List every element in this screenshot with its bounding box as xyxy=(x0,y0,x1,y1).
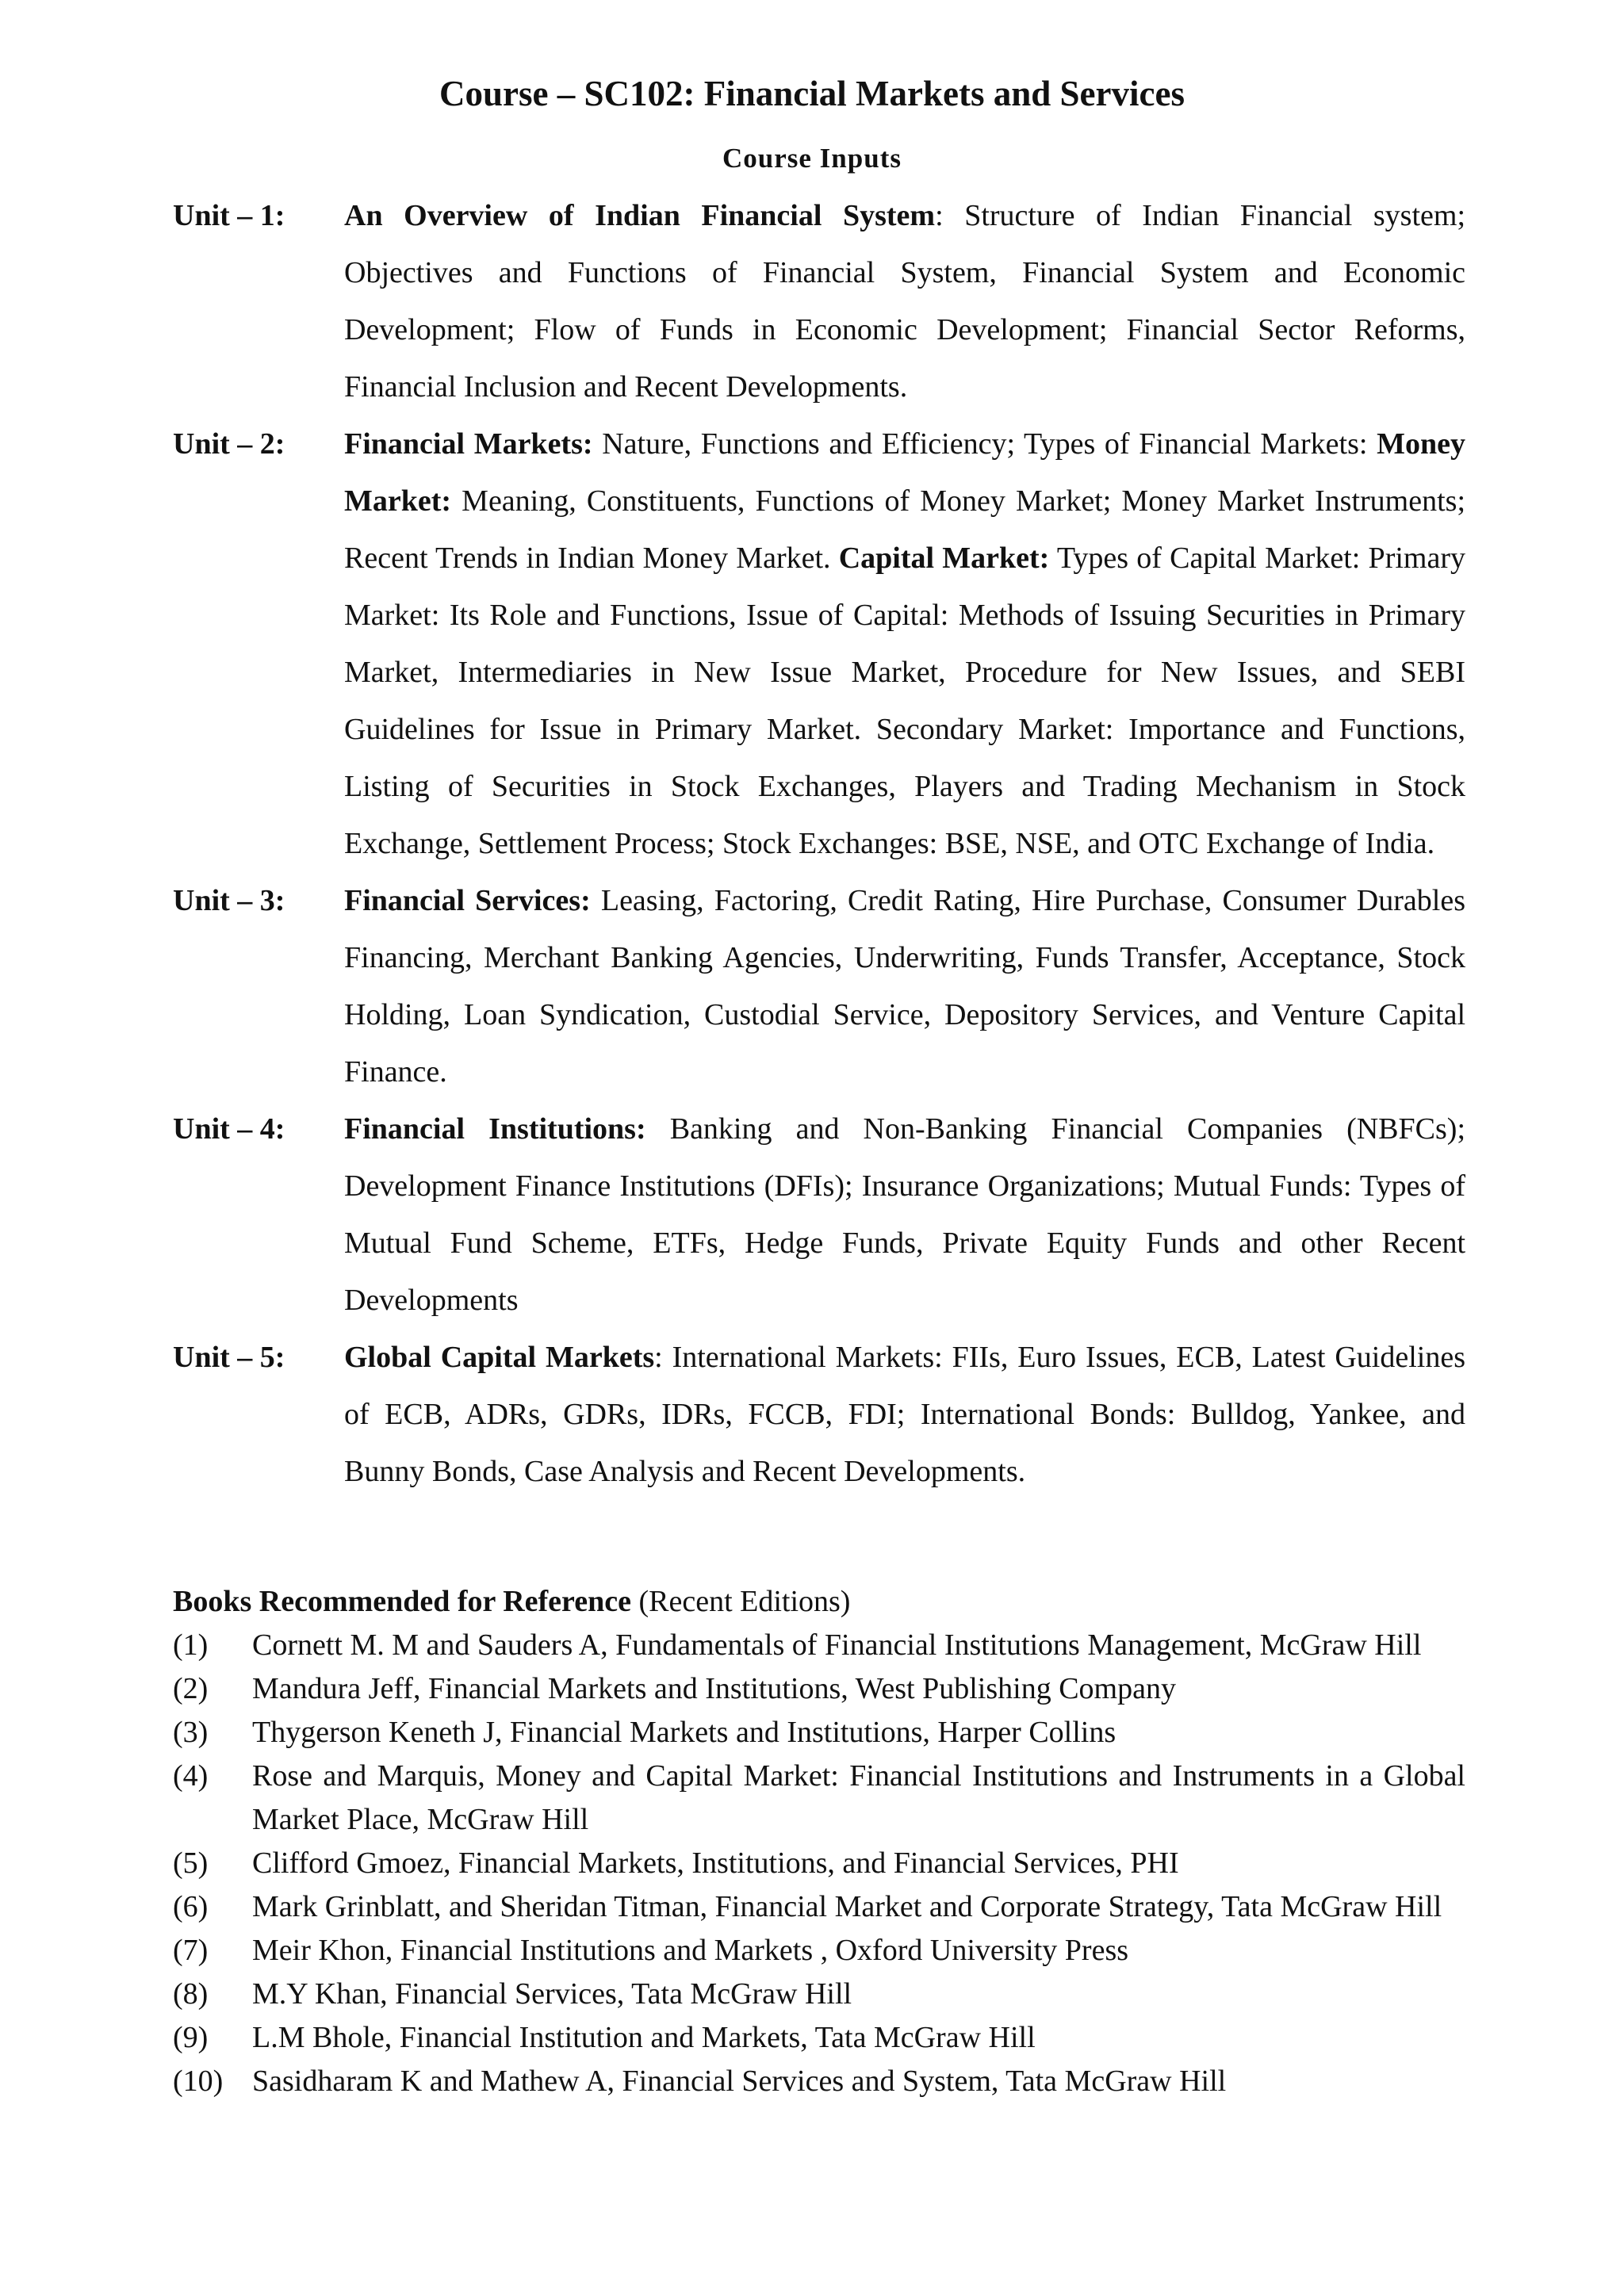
book-text: Thygerson Keneth J, Financial Markets and Institutions, Harper Collins xyxy=(252,1716,1116,1749)
books-heading-note: (Recent Editions) xyxy=(630,1585,851,1618)
book-number: (10) xyxy=(173,2064,224,2098)
unit-topic: Financial Services: xyxy=(344,884,591,917)
unit-body xyxy=(344,872,1465,1100)
course-inputs-heading: Course Inputs xyxy=(722,143,902,174)
unit-label: Unit – 3: xyxy=(173,884,285,917)
unit-body xyxy=(344,415,1465,872)
course-title: Course – SC102: Financial Markets and Services xyxy=(439,74,1185,113)
unit-text: Meaning, Constituents, Functions of Money Market; Money Market Instruments; Recent Trends in Indian Money Market. xyxy=(344,484,1465,575)
unit-text: : Structure of Indian Financial system; Objectives and Functions of Financial System, Financial System and Economic Development; Flow of Funds in Economic Development; Financial Sector Reforms, Financial Inclusion and Recent Developments. xyxy=(344,199,1465,404)
book-text: Clifford Gmoez, Financial Markets, Institutions, and Financial Services, PHI xyxy=(252,1846,1179,1880)
unit-label: Unit – 1: xyxy=(173,199,285,232)
unit-5 xyxy=(0,1329,1624,1500)
unit-4 xyxy=(0,1100,1624,1329)
unit-2 xyxy=(0,415,1624,872)
unit-topic: Financial Institutions: xyxy=(344,1112,646,1146)
book-text: Cornett M. M and Sauders A, Fundamentals of Financial Institutions Management, McGraw Hill xyxy=(252,1628,1422,1662)
book-item xyxy=(0,1624,1624,1667)
book-number: (5) xyxy=(173,1846,209,1880)
book-text: Rose and Marquis, Money and Capital Market: Financial Institutions and Instruments in a Global Market Place, McGraw Hill xyxy=(252,1759,1465,1836)
unit-label: Unit – 5: xyxy=(173,1341,285,1374)
book-number: (8) xyxy=(173,1977,209,2011)
book-item xyxy=(0,1755,1624,1842)
unit-text: Leasing, Factoring, Credit Rating, Hire Purchase, Consumer Durables Financing, Merchant Banking Agencies, Underwriting, Funds Transfer, Acceptance, Stock Holding, Loan Syndication, Custodial Service, Depository Services, and Venture Capital Finance. xyxy=(344,884,1465,1089)
book-text: Sasidharam K and Mathew A, Financial Services and System, Tata McGraw Hill xyxy=(252,2064,1227,2098)
book-text: L.M Bhole, Financial Institution and Markets, Tata McGraw Hill xyxy=(252,2021,1036,2054)
book-item xyxy=(0,1973,1624,2016)
book-number: (9) xyxy=(173,2021,209,2054)
book-item xyxy=(0,2016,1624,2060)
book-number: (7) xyxy=(173,1934,209,1967)
unit-topic: Financial Markets: xyxy=(344,427,593,461)
unit-topic: An Overview of Indian Financial System xyxy=(344,199,936,232)
unit-text: Nature, Functions and Efficiency; Types of Financial Markets: xyxy=(592,427,1377,461)
units-section xyxy=(0,187,1624,1500)
unit-body xyxy=(344,1100,1465,1329)
book-text: Mandura Jeff, Financial Markets and Institutions, West Publishing Company xyxy=(252,1672,1176,1705)
unit-label: Unit – 2: xyxy=(173,427,285,461)
books-heading-title: Books Recommended for Reference xyxy=(173,1585,631,1618)
unit-label: Unit – 4: xyxy=(173,1112,285,1146)
unit-3 xyxy=(0,872,1624,1100)
book-item xyxy=(0,2060,1624,2103)
book-item xyxy=(0,1667,1624,1711)
book-number: (3) xyxy=(173,1716,209,1749)
book-number: (2) xyxy=(173,1672,209,1705)
unit-body xyxy=(344,1329,1465,1500)
unit-body xyxy=(344,187,1465,415)
unit-text: Banking and Non-Banking Financial Companies (NBFCs); Development Finance Institutions (DFIs); Insurance Organizations; Mutual Funds: Types of Mutual Fund Scheme, ETFs, Hedge Funds, Private Equity Funds and other Recent Developments xyxy=(344,1112,1465,1317)
book-item xyxy=(0,1929,1624,1973)
unit-text: Types of Capital Market: Primary Market: Its Role and Functions, Issue of Capital: Methods of Issuing Securities in Primary Market, Intermediaries in New Issue Market, Procedure for New Issues, and SEBI Guidelines for Issue in Primary Market. Secondary Market: Importance and Functions, Listing of Securities in Stock Exchanges, Players and Trading Mechanism in Stock Exchange, Settlement Process; Stock Exchanges: BSE, NSE, and OTC Exchange of India. xyxy=(344,541,1465,860)
book-text: Meir Khon, Financial Institutions and Markets , Oxford University Press xyxy=(252,1934,1129,1967)
book-item xyxy=(0,1711,1624,1755)
book-number: (1) xyxy=(173,1628,209,1662)
book-text: Mark Grinblatt, and Sheridan Titman, Financial Market and Corporate Strategy, Tata McGraw Hill xyxy=(252,1890,1442,1923)
book-number: (4) xyxy=(173,1759,209,1793)
unit-subtopic: Capital Market: xyxy=(838,541,1050,575)
unit-topic: Global Capital Markets xyxy=(344,1341,655,1374)
book-text: M.Y Khan, Financial Services, Tata McGraw Hill xyxy=(252,1977,852,2011)
books-heading xyxy=(173,1579,850,1624)
book-number: (6) xyxy=(173,1890,209,1923)
unit-subtopic: Money Market: xyxy=(344,427,1465,518)
book-list xyxy=(0,1624,1624,2103)
unit-1 xyxy=(0,187,1624,415)
book-item xyxy=(0,1842,1624,1885)
unit-text: : International Markets: FIIs, Euro Issues, ECB, Latest Guidelines of ECB, ADRs, GDRs, IDRs, FCCB, FDI; International Bonds: Bulldog, Yankee, and Bunny Bonds, Case Analysis and Recent Developments. xyxy=(344,1341,1465,1488)
book-item xyxy=(0,1885,1624,1929)
